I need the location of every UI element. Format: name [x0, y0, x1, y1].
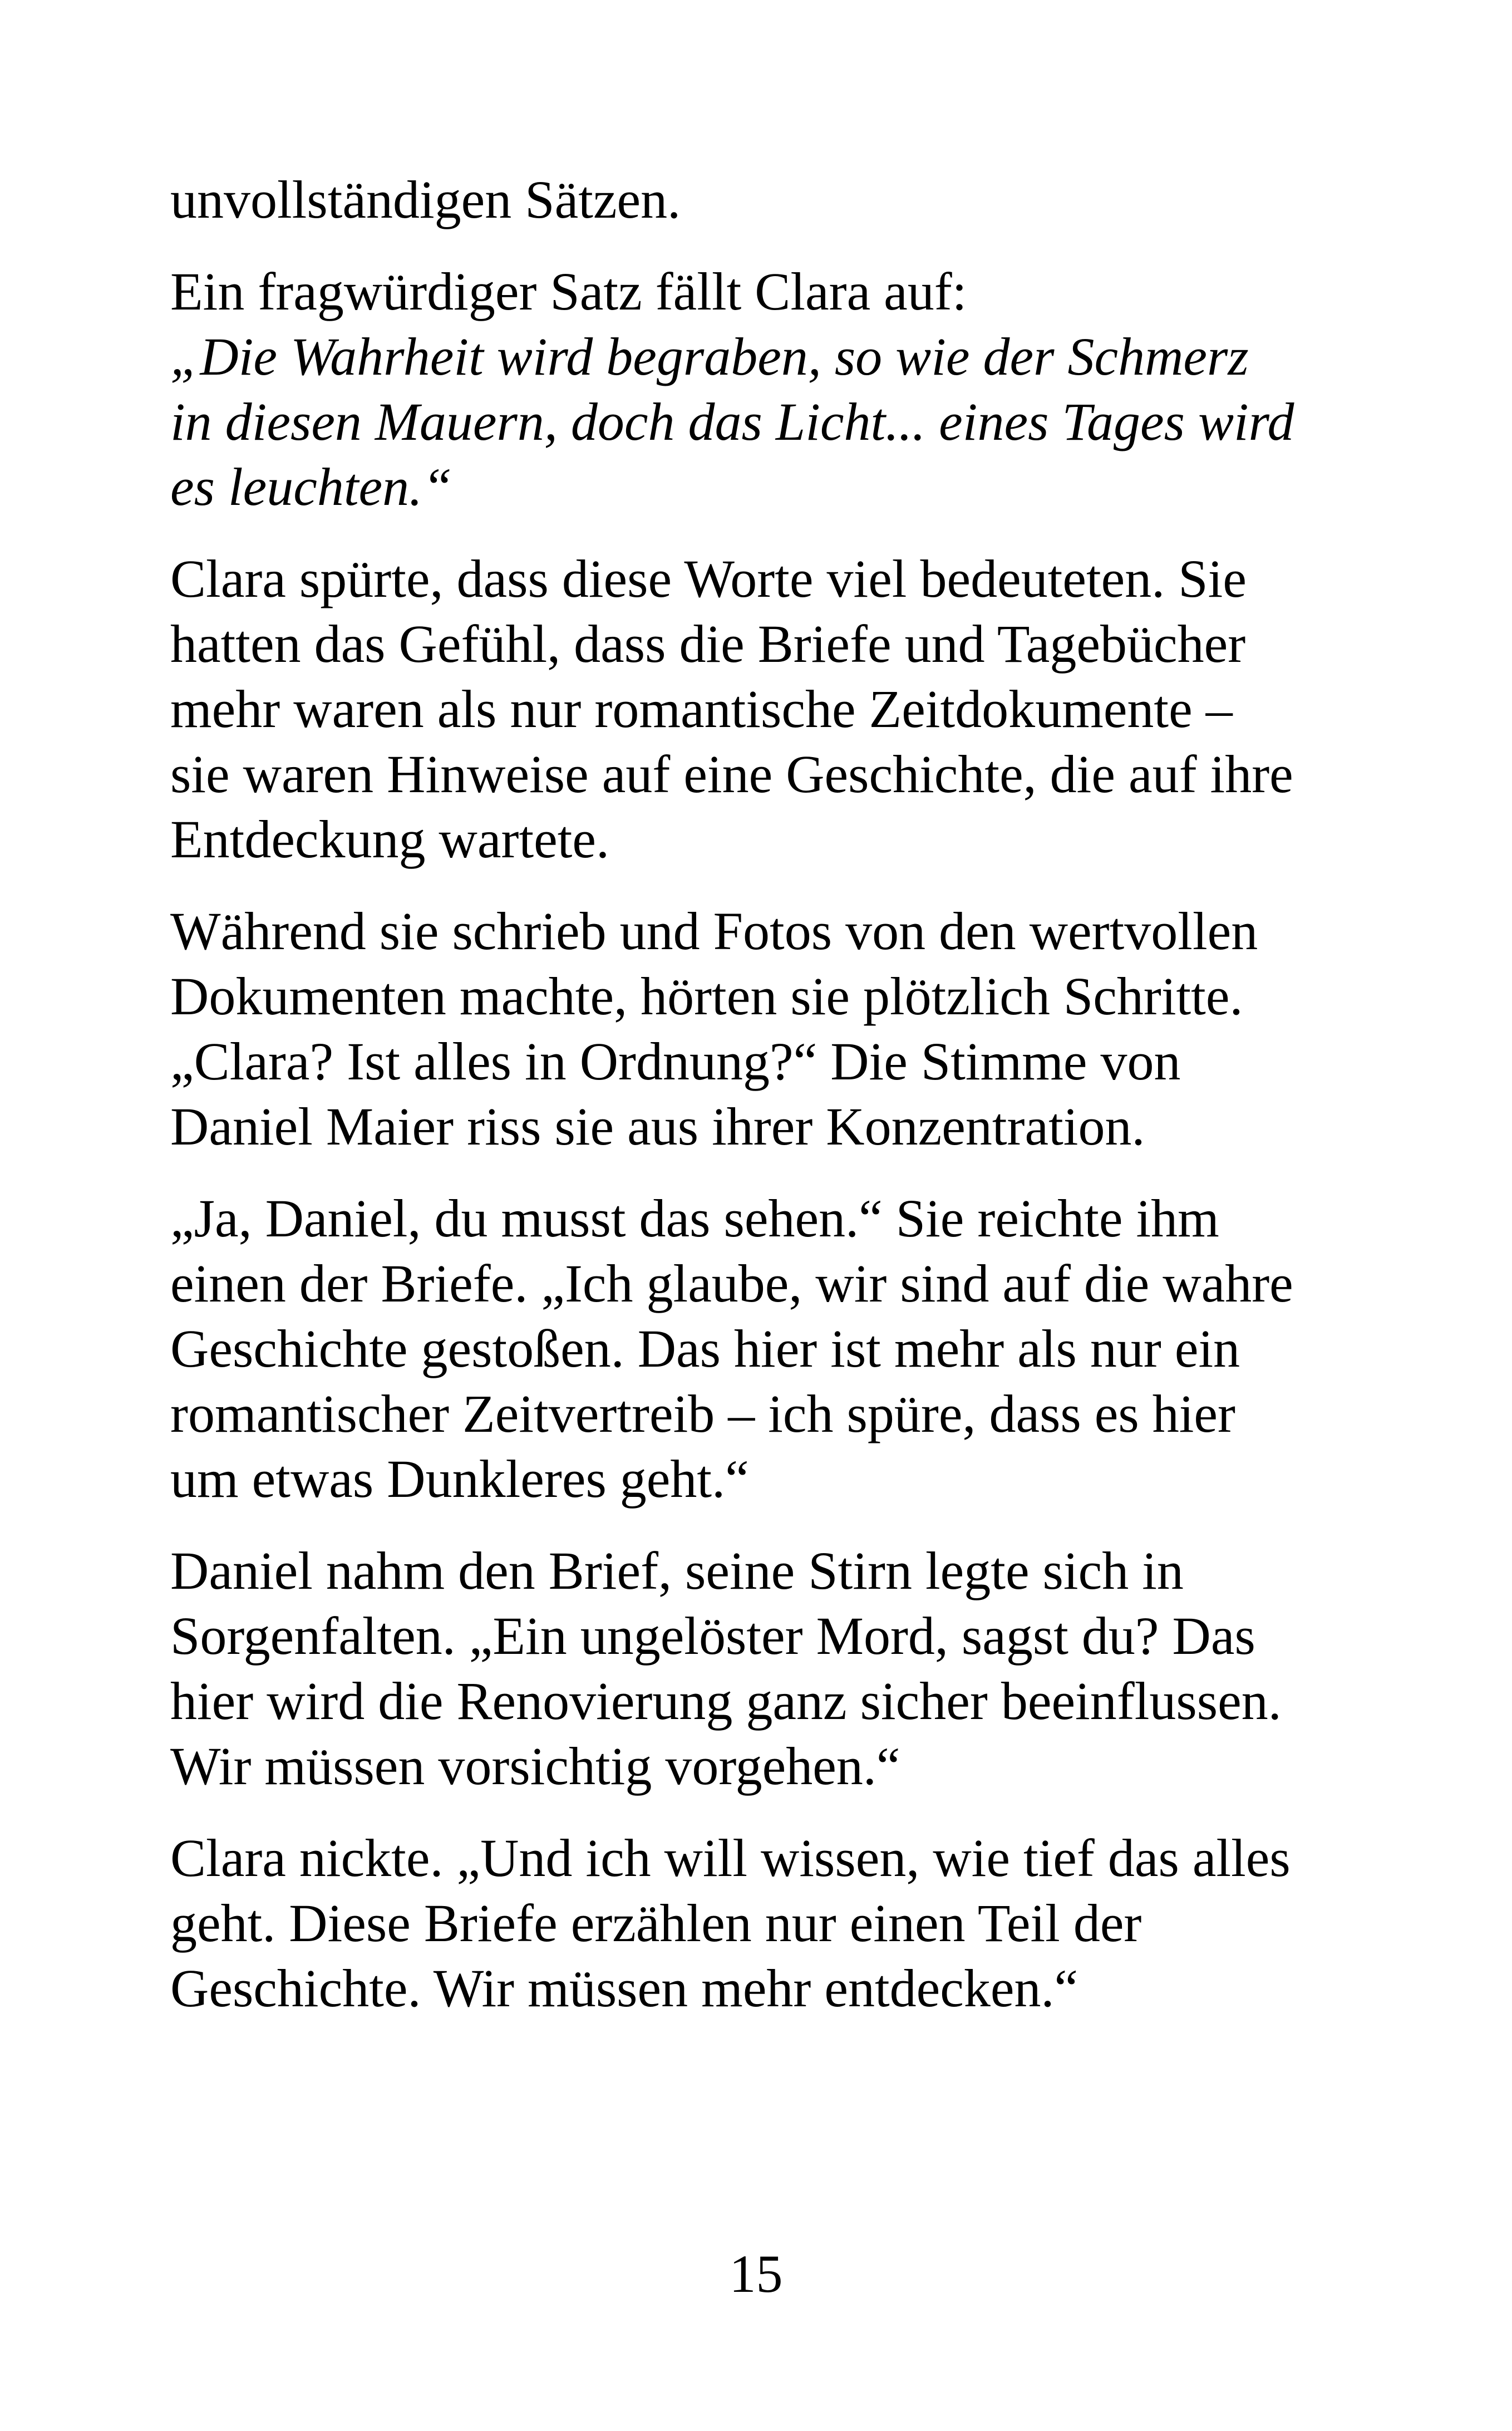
text-line: Wir müssen vorsichtig vorgehen.“: [170, 1736, 900, 1796]
paragraph: [170, 1825, 1367, 2021]
text-line: Dokumenten machte, hörten sie plötzlich Schritte.: [170, 966, 1243, 1026]
text-line: um etwas Dunkleres geht.“: [170, 1449, 749, 1509]
text-line: Clara spürte, dass diese Worte viel bedeuteten. Sie: [170, 549, 1247, 608]
paragraph: [170, 259, 1367, 519]
text-line: mehr waren als nur romantische Zeitdokumente –: [170, 679, 1233, 739]
quote-line: „Die Wahrheit wird begraben, so wie der Schmerz: [170, 327, 1249, 386]
quote-line: es leuchten.“: [170, 457, 452, 517]
text-line: hier wird die Renovierung ganz sicher beeinflussen.: [170, 1671, 1282, 1731]
text-line: Daniel Maier riss sie aus ihrer Konzentration.: [170, 1097, 1145, 1156]
paragraph: [170, 546, 1367, 872]
paragraph: [170, 898, 1367, 1159]
text-line: geht. Diese Briefe erzählen nur einen Teil der: [170, 1893, 1142, 1953]
paragraph: [170, 1538, 1367, 1799]
text-line: Während sie schrieb und Fotos von den wertvollen: [170, 901, 1258, 961]
text-line: „Clara? Ist alles in Ordnung?“ Die Stimme von: [170, 1032, 1181, 1091]
paragraph: [170, 167, 1367, 232]
text-line: Sorgenfalten. „Ein ungelöster Mord, sagst du? Das: [170, 1606, 1255, 1666]
paragraph: [170, 1186, 1367, 1511]
text-line: sie waren Hinweise auf eine Geschichte, die auf ihre: [170, 744, 1293, 804]
text-line: Ein fragwürdiger Satz fällt Clara auf:: [170, 262, 967, 321]
text-line: Daniel nahm den Brief, seine Stirn legte sich in: [170, 1541, 1184, 1600]
text-line: einen der Briefe. „Ich glaube, wir sind auf die wahre: [170, 1254, 1293, 1313]
text-line: „Ja, Daniel, du musst das sehen.“ Sie reichte ihm: [170, 1189, 1219, 1248]
text-line: Clara nickte. „Und ich will wissen, wie tief das alles: [170, 1828, 1291, 1888]
page-number: 15: [729, 2244, 783, 2304]
text-line: Geschichte. Wir müssen mehr entdecken.“: [170, 1958, 1078, 2018]
text-line: romantischer Zeitvertreib – ich spüre, dass es hier: [170, 1384, 1235, 1443]
text-line: hatten das Gefühl, dass die Briefe und Tagebücher: [170, 614, 1246, 674]
quote-line: in diesen Mauern, doch das Licht... eines Tages wird: [170, 392, 1294, 451]
text-line: Geschichte gestoßen. Das hier ist mehr als nur ein: [170, 1319, 1240, 1378]
body-text: [170, 167, 1367, 2047]
text-line: Entdeckung wartete.: [170, 809, 609, 869]
text-line: unvollständigen Sätzen.: [170, 170, 681, 229]
